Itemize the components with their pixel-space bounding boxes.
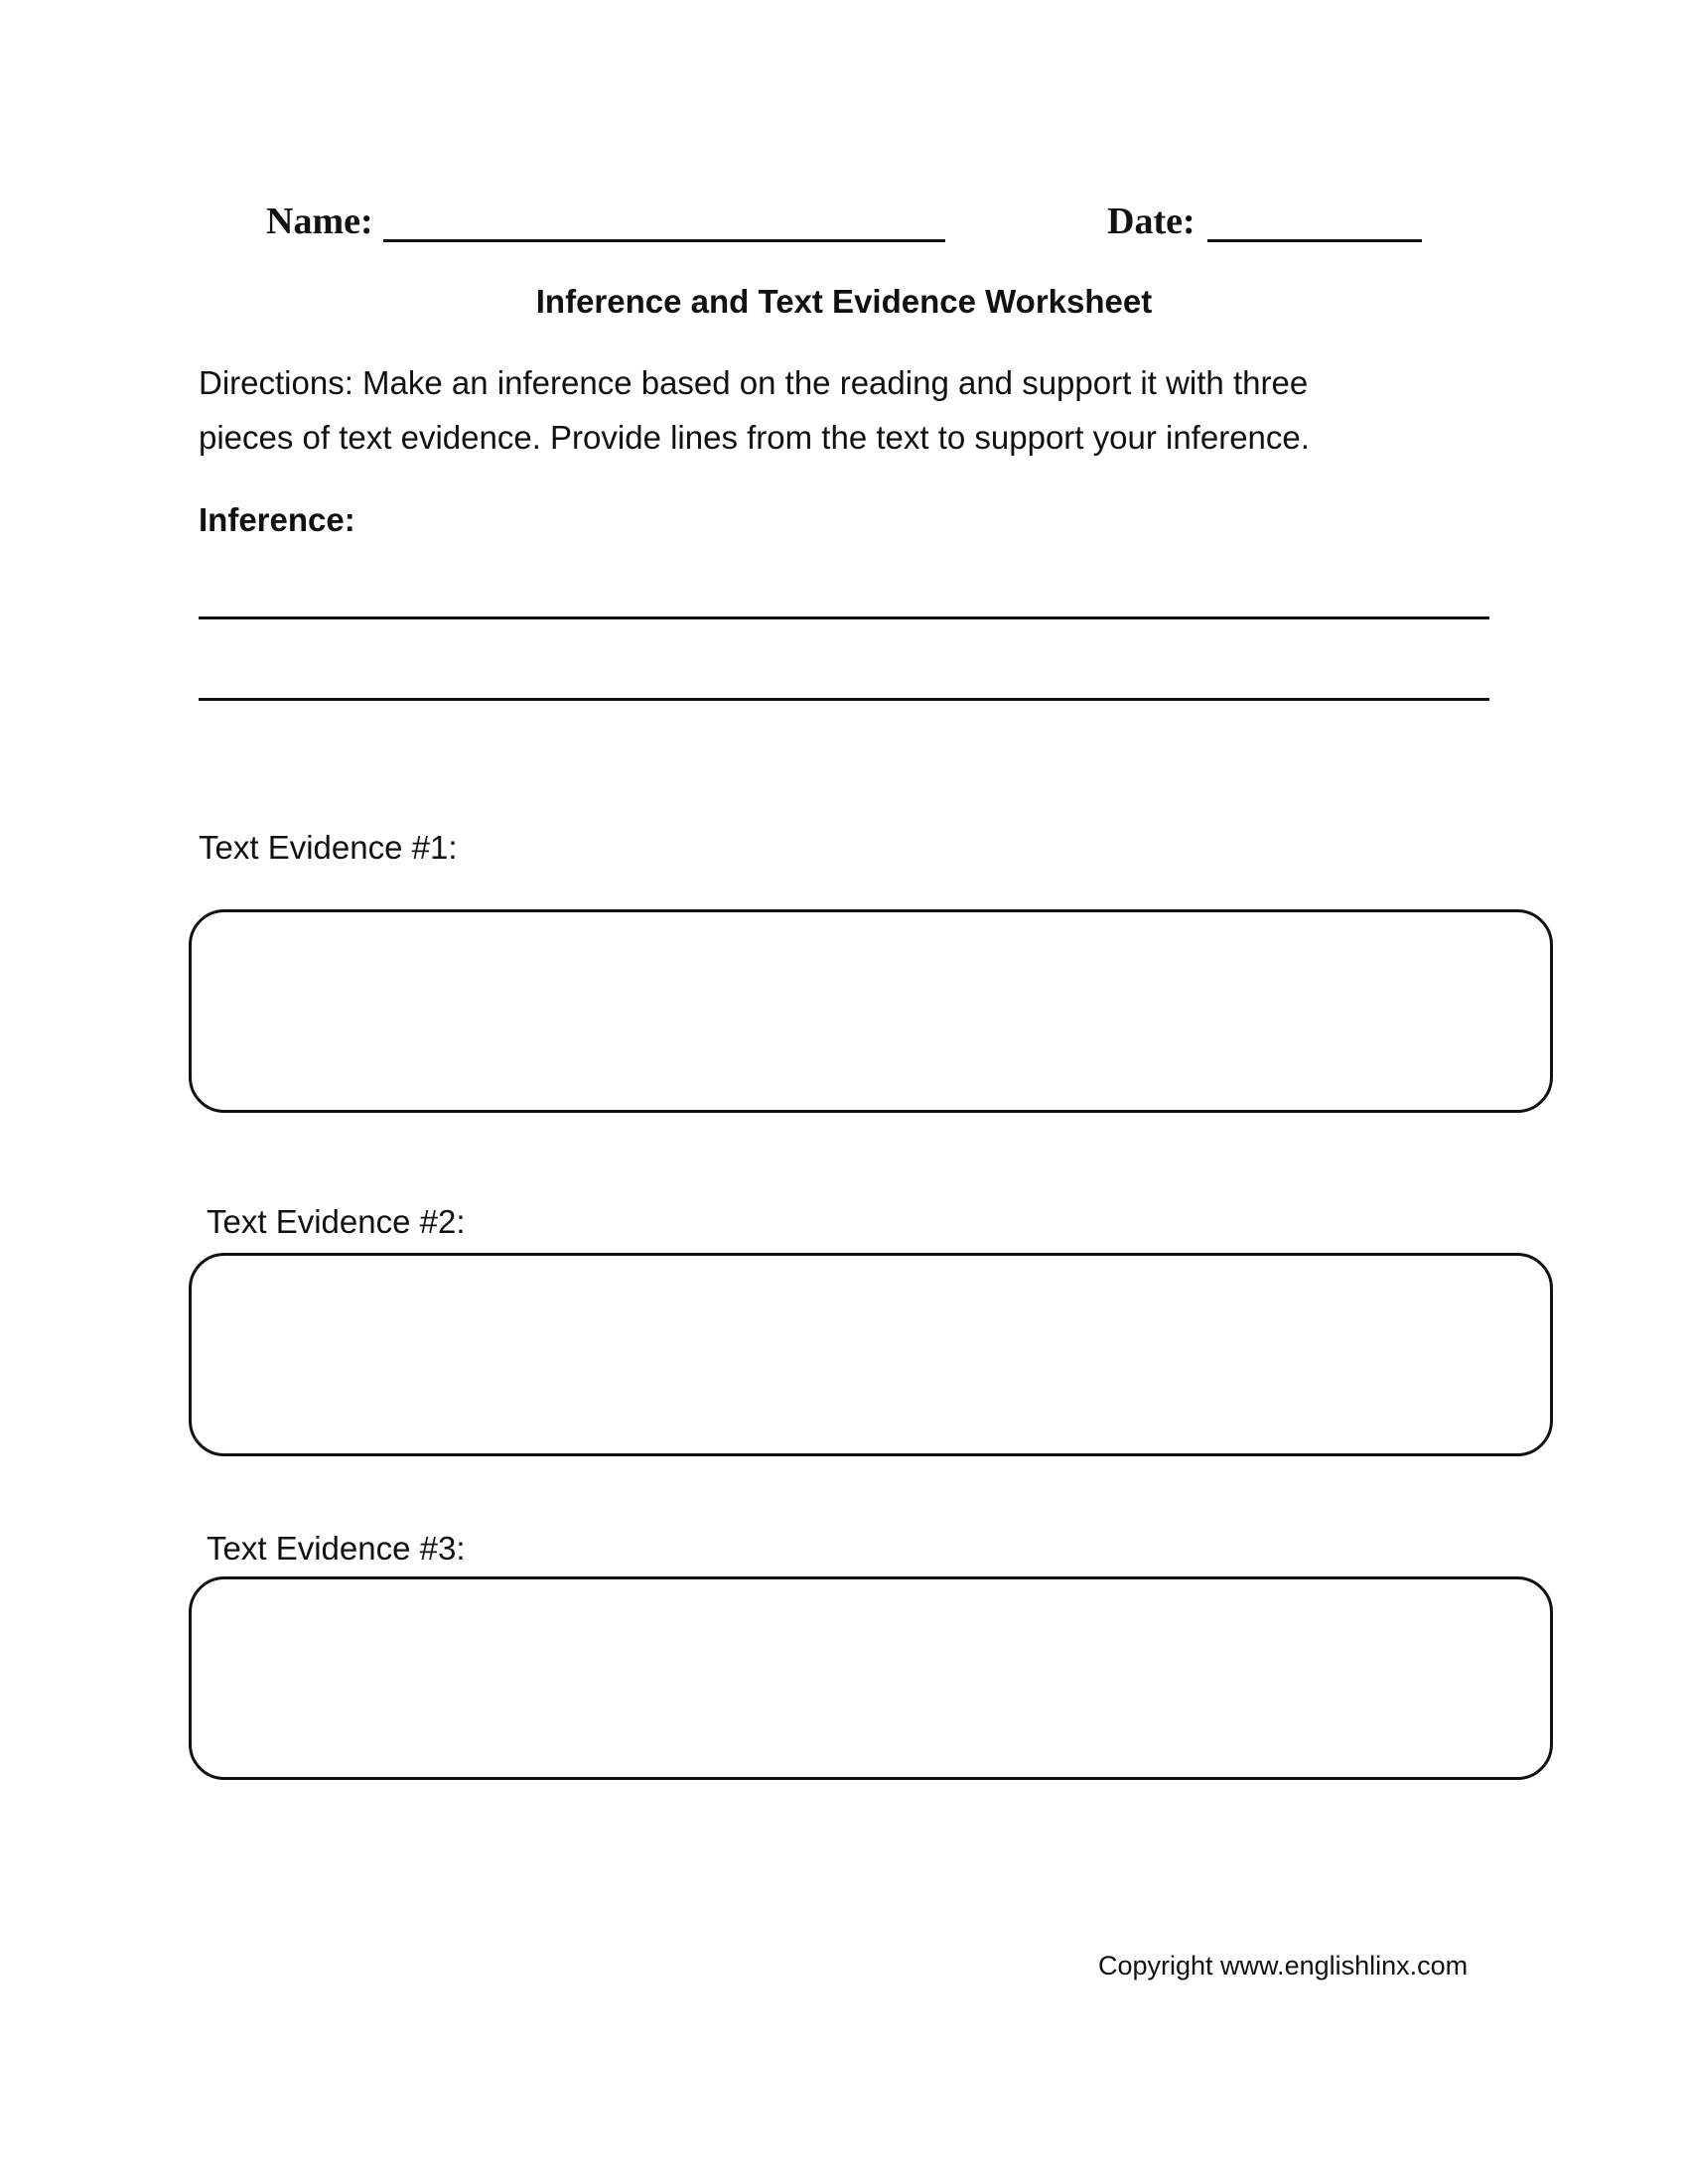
inference-label: Inference:: [199, 501, 355, 538]
name-label: Name:: [266, 201, 373, 242]
evidence-label-3: Text Evidence #3:: [207, 1530, 466, 1567]
inference-line-2[interactable]: [199, 698, 1489, 701]
copyright-text: Copyright www.englishlinx.com: [1098, 1951, 1469, 1980]
date-field[interactable]: [1207, 239, 1422, 242]
worksheet-title: Inference and Text Evidence Worksheet: [535, 283, 1153, 320]
directions-line-1: Directions: Make an inference based on the reading and support it with three: [199, 364, 1309, 401]
evidence-box-2[interactable]: [189, 1253, 1553, 1456]
evidence-box-1[interactable]: [189, 909, 1553, 1113]
directions-text: [199, 355, 1310, 465]
name-field[interactable]: [383, 239, 945, 242]
evidence-box-3[interactable]: [189, 1576, 1553, 1780]
directions-line-2: pieces of text evidence. Provide lines from the text to support your inference.: [199, 419, 1310, 456]
evidence-label-2: Text Evidence #2:: [207, 1203, 466, 1240]
evidence-label-1: Text Evidence #1:: [199, 829, 458, 866]
date-label: Date:: [1107, 201, 1196, 242]
inference-line-1[interactable]: [199, 616, 1489, 619]
